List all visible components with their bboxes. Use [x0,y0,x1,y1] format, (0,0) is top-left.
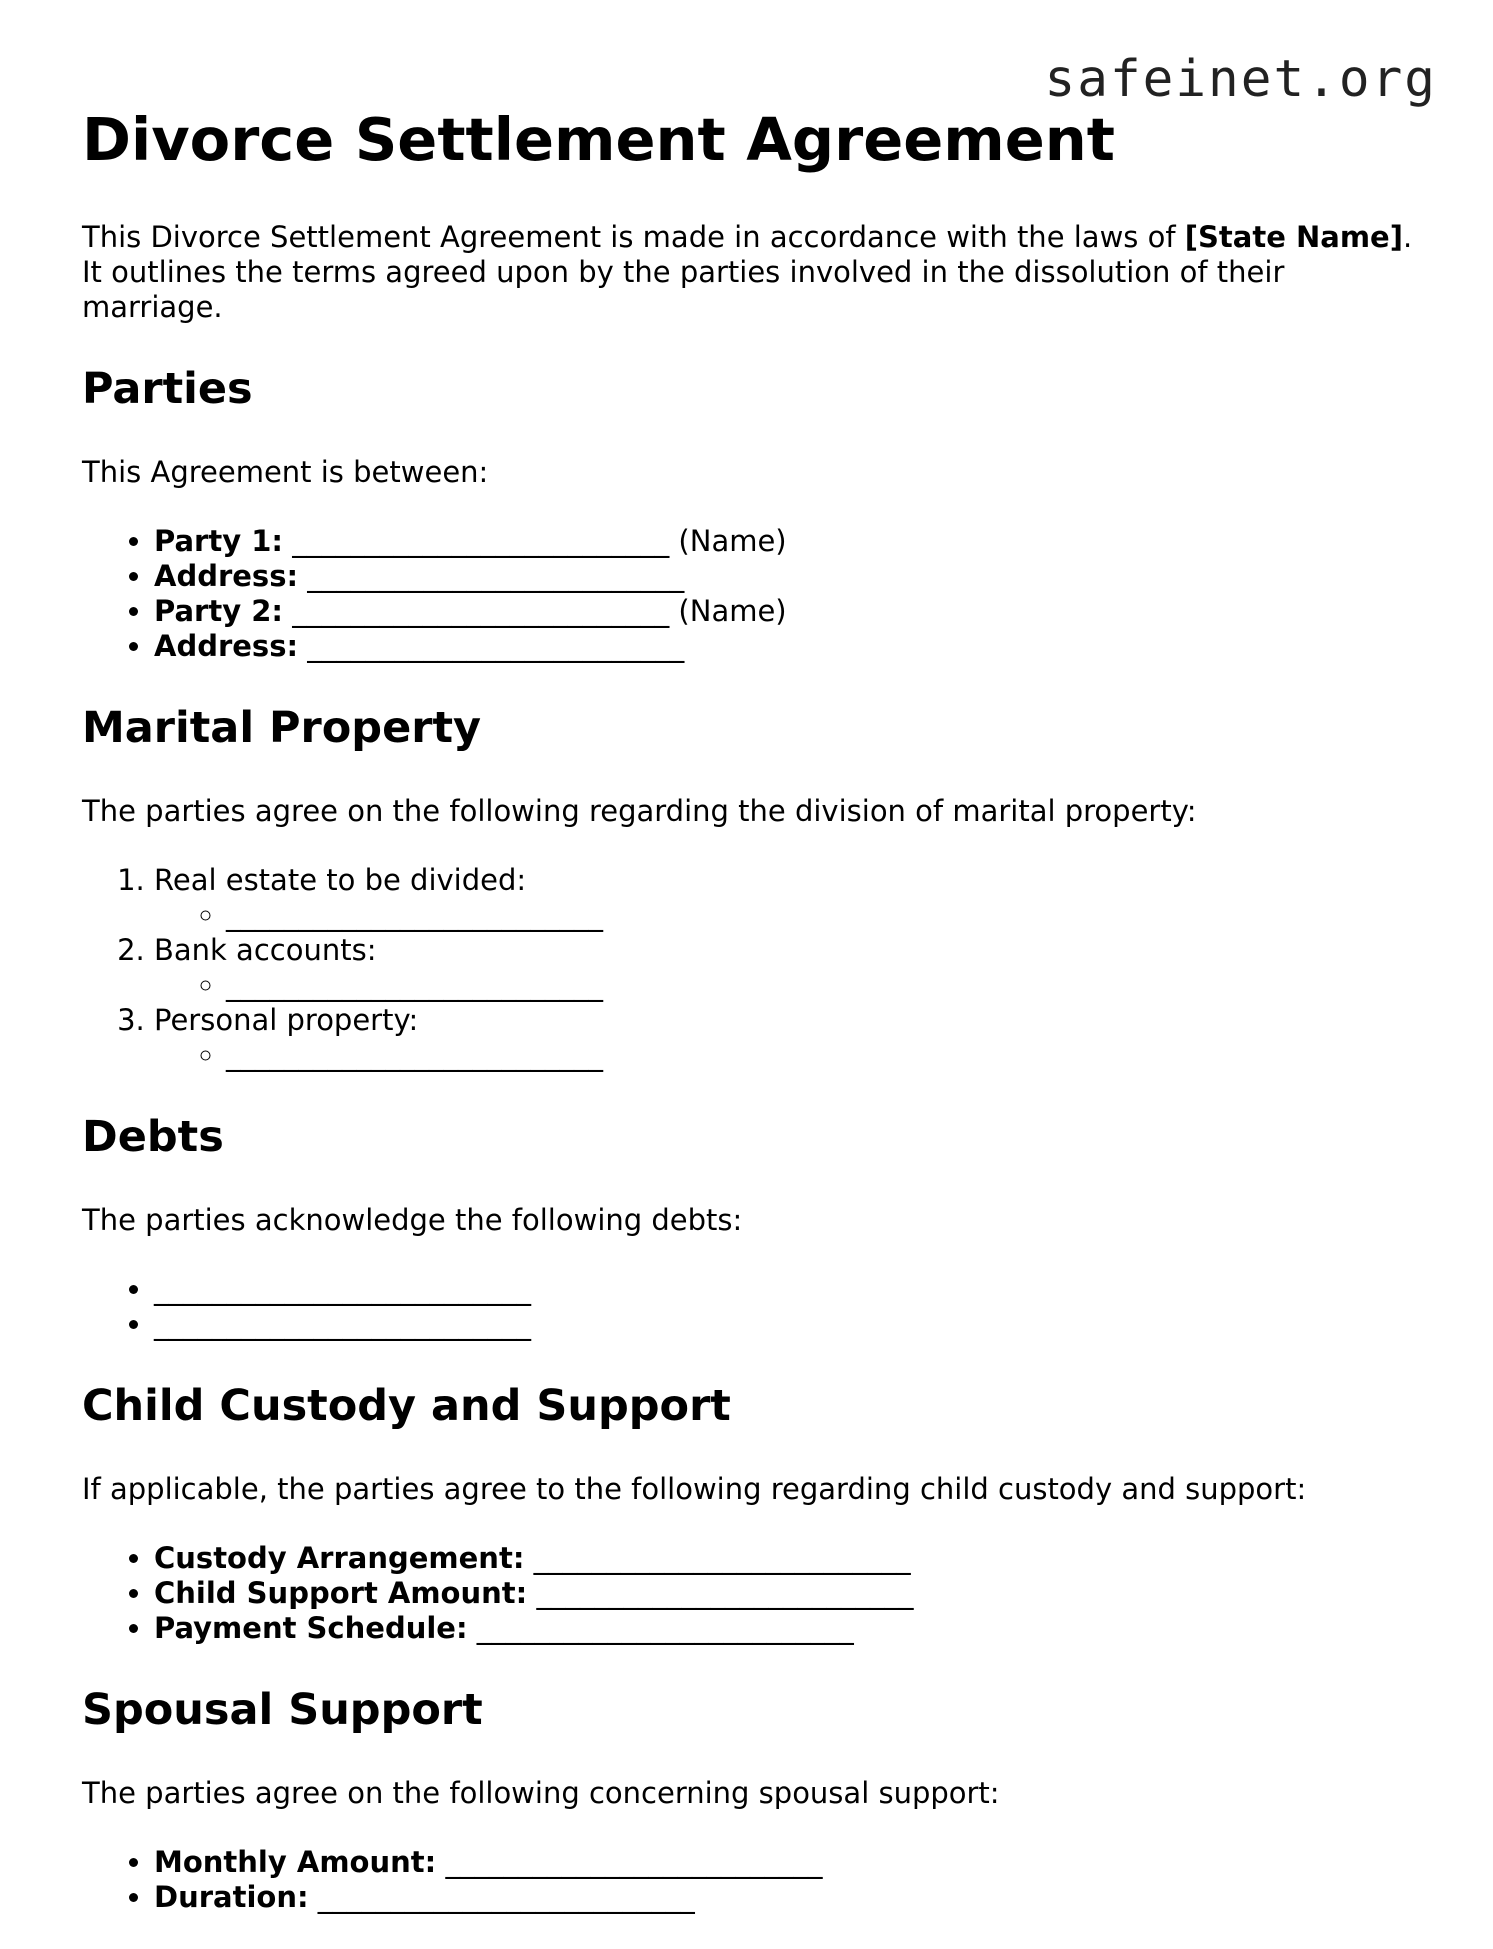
item-label: Real estate to be divided: [154,863,527,897]
fill-in-blank[interactable]: __________________________ [307,559,685,593]
field-suffix: (Name) [669,594,787,628]
custody-list [82,1541,1422,1646]
site-watermark: safeinet.org [1044,50,1437,109]
fill-in-blank[interactable]: __________________________ [226,968,603,1002]
fill-in-blank[interactable]: __________________________ [226,1038,603,1072]
list-item [154,1541,1422,1576]
item-label: Bank accounts: [154,933,377,967]
sub-list-item [226,1038,1422,1073]
marital-property-text: The parties agree on the following regarding the division of marital property: [82,794,1197,828]
fill-in-blank[interactable]: __________________________ [317,1880,695,1914]
list-item [154,594,1422,629]
list-item [154,629,1422,664]
list-item [154,524,1422,559]
debts-heading: Debts [82,1112,224,1162]
fill-in-blank[interactable]: __________________________ [445,1845,823,1879]
sub-list-item [226,968,1422,1003]
sub-list-item [226,898,1422,933]
child-custody-heading: Child Custody and Support [82,1381,731,1431]
document-title: Divorce Settlement Agreement [82,105,1115,174]
list-item [154,1272,1422,1307]
intro-text-before: This Divorce Settlement Agreement is made in accordance with the laws of [82,220,1185,254]
item-label: Personal property: [154,1003,419,1037]
state-name-placeholder: [State Name] [1184,220,1403,254]
intro-paragraph [82,220,1422,325]
list-item [154,1611,1422,1646]
document-page [82,100,1422,1949]
field-label: Address: [154,629,299,663]
fill-in-blank[interactable]: __________________________ [154,1272,531,1306]
sub-list [154,968,1422,1003]
list-item [154,559,1422,594]
field-label: Custody Arrangement: [154,1541,525,1575]
list-item [154,863,1422,933]
fill-in-blank[interactable]: __________________________ [536,1576,914,1610]
fill-in-blank[interactable]: __________________________ [292,594,670,628]
field-label: Duration: [154,1880,309,1914]
spousal-support-text: The parties agree on the following concerning spousal support: [82,1776,1000,1810]
fill-in-blank[interactable]: __________________________ [533,1541,911,1575]
spousal-list [82,1845,1422,1915]
fill-in-blank[interactable]: __________________________ [226,898,603,932]
fill-in-blank[interactable]: __________________________ [476,1611,854,1645]
fill-in-blank[interactable]: __________________________ [154,1307,531,1341]
intro-text-after: . It outlines the terms agreed upon by the parties involved in the dissolution of their marriage. [82,220,1413,324]
list-item [154,933,1422,1003]
debts-list [82,1272,1422,1342]
field-label: Party 2: [154,594,283,628]
parties-list [82,524,1422,664]
debts-text: The parties acknowledge the following debts: [82,1203,743,1237]
field-suffix: (Name) [669,524,787,558]
parties-heading: Parties [82,364,253,414]
list-item [154,1307,1422,1342]
fill-in-blank[interactable]: __________________________ [292,524,670,558]
field-label: Party 1: [154,524,283,558]
fill-in-blank[interactable]: __________________________ [307,629,685,663]
list-item [154,1845,1422,1880]
list-item [154,1880,1422,1915]
property-list [82,863,1422,1073]
spousal-support-heading: Spousal Support [82,1685,483,1735]
child-custody-text: If applicable, the parties agree to the following regarding child custody and support: [82,1472,1307,1506]
sub-list [154,1038,1422,1073]
field-label: Address: [154,559,299,593]
list-item [154,1003,1422,1073]
field-label: Payment Schedule: [154,1611,468,1645]
parties-text: This Agreement is between: [82,455,489,489]
field-label: Child Support Amount: [154,1576,528,1610]
sub-list [154,898,1422,933]
marital-property-heading: Marital Property [82,703,482,753]
field-label: Monthly Amount: [154,1845,437,1879]
list-item [154,1576,1422,1611]
